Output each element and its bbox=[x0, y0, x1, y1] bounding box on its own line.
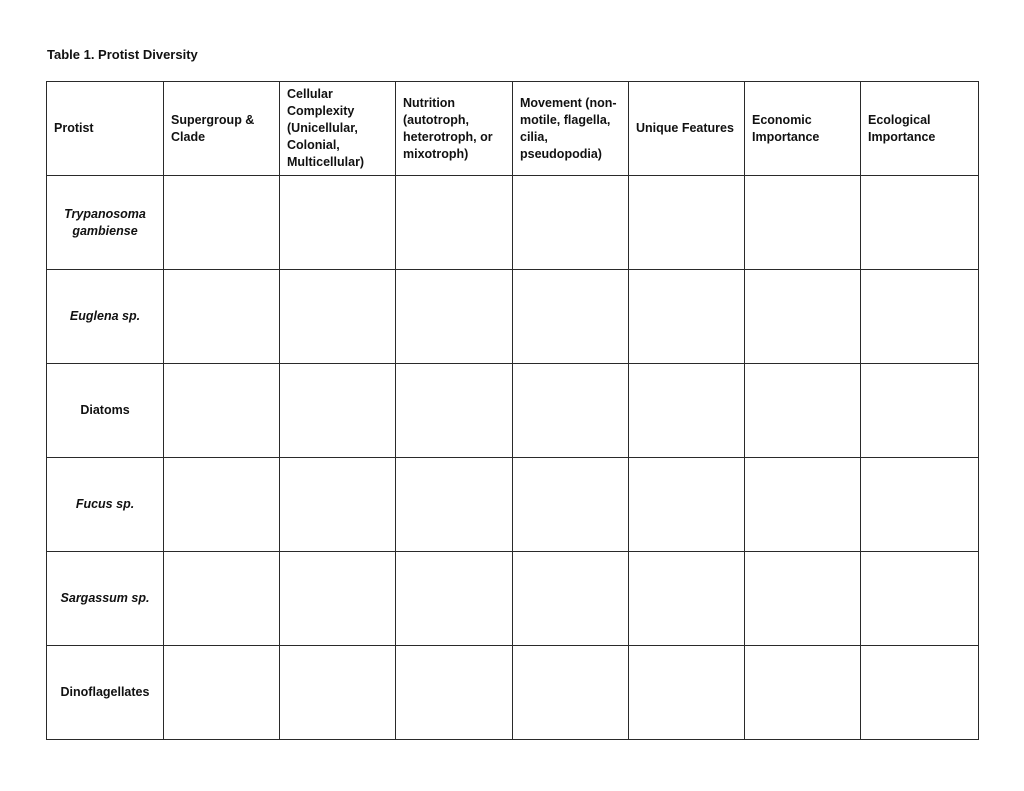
movement-cell[interactable] bbox=[513, 364, 629, 458]
protist-name-cell: Dinoflagellates bbox=[47, 646, 164, 740]
column-header-nutrition: Nutrition (autotroph, heterotroph, or mixotroph) bbox=[396, 82, 513, 176]
ecological-importance-cell[interactable] bbox=[861, 458, 979, 552]
economic-importance-cell[interactable] bbox=[745, 364, 861, 458]
supergroup-clade-cell[interactable] bbox=[164, 458, 280, 552]
table-row bbox=[47, 176, 979, 270]
table-row bbox=[47, 646, 979, 740]
column-header-economic-importance: Economic Importance bbox=[745, 82, 861, 176]
movement-cell[interactable] bbox=[513, 176, 629, 270]
column-header-supergroup-clade: Supergroup & Clade bbox=[164, 82, 280, 176]
table-row bbox=[47, 270, 979, 364]
table-caption: Table 1. Protist Diversity bbox=[47, 47, 198, 62]
supergroup-clade-cell[interactable] bbox=[164, 552, 280, 646]
movement-cell[interactable] bbox=[513, 270, 629, 364]
unique-features-cell[interactable] bbox=[629, 552, 745, 646]
cellular-complexity-cell[interactable] bbox=[280, 176, 396, 270]
protist-name-cell: Trypanosoma gambiense bbox=[47, 176, 164, 270]
protist-diversity-table bbox=[46, 81, 979, 740]
cellular-complexity-cell[interactable] bbox=[280, 646, 396, 740]
protist-name-cell: Euglena sp. bbox=[47, 270, 164, 364]
economic-importance-cell[interactable] bbox=[745, 270, 861, 364]
supergroup-clade-cell[interactable] bbox=[164, 364, 280, 458]
supergroup-clade-cell[interactable] bbox=[164, 646, 280, 740]
movement-cell[interactable] bbox=[513, 552, 629, 646]
ecological-importance-cell[interactable] bbox=[861, 176, 979, 270]
cellular-complexity-cell[interactable] bbox=[280, 552, 396, 646]
ecological-importance-cell[interactable] bbox=[861, 646, 979, 740]
protist-name-cell: Sargassum sp. bbox=[47, 552, 164, 646]
column-header-cellular-complexity: Cellular Complexity (Unicellular, Colonial, Multicellular) bbox=[280, 82, 396, 176]
cellular-complexity-cell[interactable] bbox=[280, 270, 396, 364]
ecological-importance-cell[interactable] bbox=[861, 364, 979, 458]
movement-cell[interactable] bbox=[513, 458, 629, 552]
economic-importance-cell[interactable] bbox=[745, 176, 861, 270]
ecological-importance-cell[interactable] bbox=[861, 552, 979, 646]
table-row bbox=[47, 458, 979, 552]
unique-features-cell[interactable] bbox=[629, 458, 745, 552]
economic-importance-cell[interactable] bbox=[745, 552, 861, 646]
column-header-unique-features: Unique Features bbox=[629, 82, 745, 176]
economic-importance-cell[interactable] bbox=[745, 458, 861, 552]
unique-features-cell[interactable] bbox=[629, 270, 745, 364]
cellular-complexity-cell[interactable] bbox=[280, 458, 396, 552]
unique-features-cell[interactable] bbox=[629, 646, 745, 740]
economic-importance-cell[interactable] bbox=[745, 646, 861, 740]
supergroup-clade-cell[interactable] bbox=[164, 270, 280, 364]
column-header-protist: Protist bbox=[47, 82, 164, 176]
movement-cell[interactable] bbox=[513, 646, 629, 740]
nutrition-cell[interactable] bbox=[396, 176, 513, 270]
unique-features-cell[interactable] bbox=[629, 176, 745, 270]
column-header-movement: Movement (non-motile, flagella, cilia, pseudopodia) bbox=[513, 82, 629, 176]
protist-name-cell: Diatoms bbox=[47, 364, 164, 458]
ecological-importance-cell[interactable] bbox=[861, 270, 979, 364]
unique-features-cell[interactable] bbox=[629, 364, 745, 458]
table-row bbox=[47, 552, 979, 646]
protist-name-cell: Fucus sp. bbox=[47, 458, 164, 552]
nutrition-cell[interactable] bbox=[396, 364, 513, 458]
nutrition-cell[interactable] bbox=[396, 646, 513, 740]
nutrition-cell[interactable] bbox=[396, 458, 513, 552]
nutrition-cell[interactable] bbox=[396, 552, 513, 646]
header-row bbox=[47, 82, 979, 176]
table-row bbox=[47, 364, 979, 458]
nutrition-cell[interactable] bbox=[396, 270, 513, 364]
supergroup-clade-cell[interactable] bbox=[164, 176, 280, 270]
column-header-ecological-importance: Ecological Importance bbox=[861, 82, 979, 176]
cellular-complexity-cell[interactable] bbox=[280, 364, 396, 458]
